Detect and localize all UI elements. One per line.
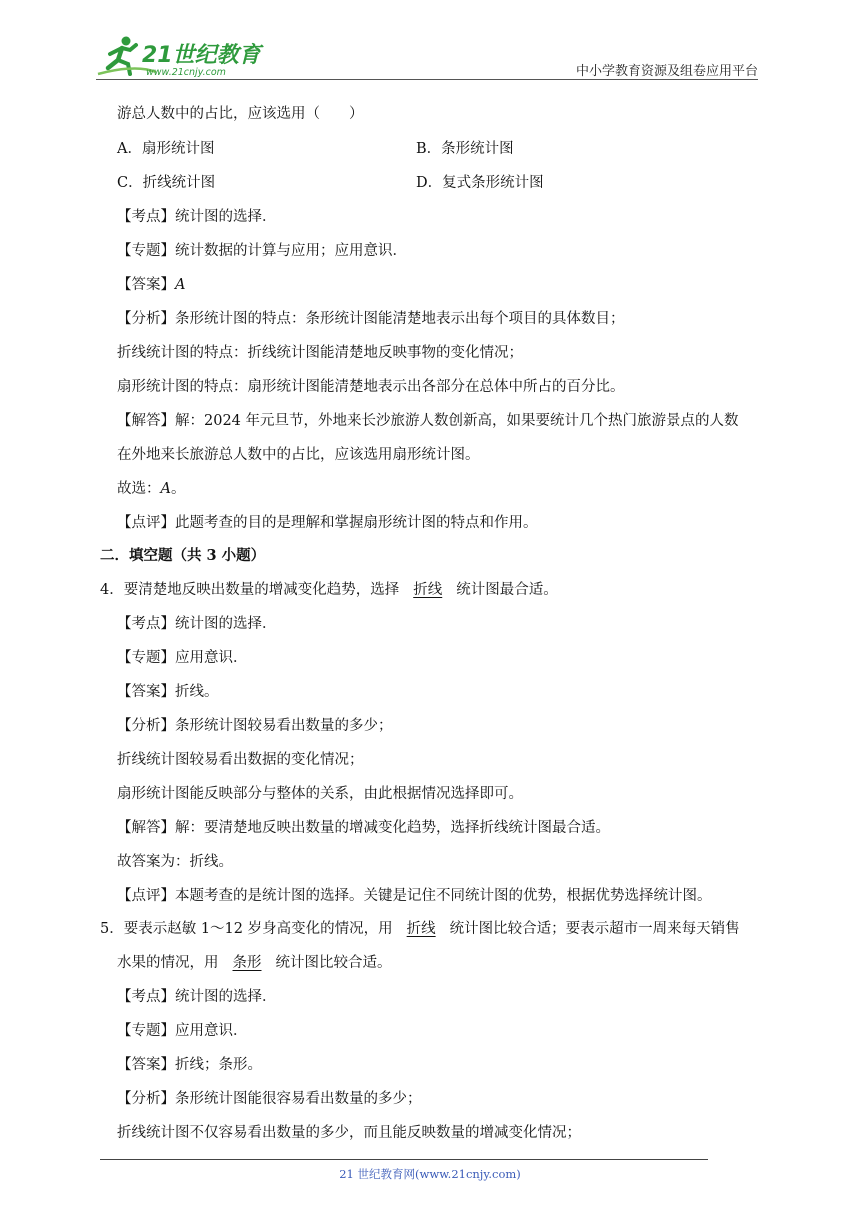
q3-answer-label: 【答案】 (117, 277, 175, 293)
q5-answer: 【答案】折线；条形。 (117, 1057, 262, 1073)
q5-zhuanti: 【专题】应用意识． (117, 1023, 248, 1039)
q5-stem1-pre: 5．要表示赵敏 1～12 岁身高变化的情况，用 (100, 921, 393, 937)
q4-blank-answer: 折线 (413, 582, 443, 598)
q3-option-b: B．条形统计图 (416, 141, 514, 157)
q3-zhuanti: 【专题】统计数据的计算与应用；应用意识． (117, 243, 407, 259)
q3-answer (117, 275, 185, 295)
q4-stem (100, 580, 558, 600)
q4-analysis-3: 扇形统计图能反映部分与整体的关系，由此根据情况选择即可。 (117, 786, 523, 802)
q3-stem-tail: 游总人数中的占比，应该选用（ ） (117, 106, 364, 122)
q5-kaodian: 【考点】统计图的选择． (117, 989, 277, 1005)
q3-choice (117, 479, 185, 499)
q4-final-answer: 故答案为：折线。 (117, 854, 233, 870)
q4-analysis-1: 【分析】条形统计图较易看出数量的多少； (117, 718, 393, 734)
q5-stem2-pre: 水果的情况，用 (117, 955, 219, 971)
q4-analysis-2: 折线统计图较易看出数据的变化情况； (117, 752, 364, 768)
q3-analysis-3: 扇形统计图的特点：扇形统计图能清楚地表示出各部分在总体中所占的百分比。 (117, 379, 625, 395)
q3-choice-label: 故选： (117, 481, 161, 497)
q4-zhuanti: 【专题】应用意识． (117, 650, 248, 666)
q5-blank-answer-2: 条形 (232, 955, 262, 971)
q3-choice-value: A (160, 481, 171, 497)
logo-text: 21世纪教育 (142, 43, 261, 68)
platform-name: 中小学教育资源及组卷应用平台 (575, 64, 758, 79)
q5-stem-1 (100, 919, 740, 939)
q3-choice-end: 。 (170, 481, 186, 497)
q5-analysis-2: 折线统计图不仅容易看出数量的多少，而且能反映数量的增减变化情况； (117, 1125, 581, 1141)
q3-comment: 【点评】此题考查的目的是理解和掌握扇形统计图的特点和作用。 (117, 515, 538, 531)
q3-option-a: A．扇形统计图 (117, 141, 215, 157)
q5-blank-answer-1: 折线 (406, 921, 436, 937)
site-logo[interactable] (96, 34, 266, 78)
q3-option-c: C．折线统计图 (117, 175, 216, 191)
page-header (96, 30, 758, 80)
logo-url-text: www.21cnjy.com (146, 67, 226, 78)
section-title: 二．填空题（共 3 小题） (100, 547, 266, 564)
q5-stem2-post: 统计图比较合适。 (275, 955, 392, 971)
q3-analysis-2: 折线统计图的特点：折线统计图能清楚地反映事物的变化情况； (117, 345, 523, 361)
q3-solution-1: 【解答】解：2024 年元旦节，外地来长沙旅游人数创新高，如果要统计几个热门旅游景点的人数 (117, 413, 739, 429)
q3-option-d: D．复式条形统计图 (416, 175, 544, 191)
header-divider (96, 79, 758, 80)
q3-kaodian: 【考点】统计图的选择． (117, 209, 277, 225)
runner-logo-icon (96, 34, 266, 78)
q5-stem1-post: 统计图比较合适；要表示超市一周来每天销售 (449, 921, 740, 937)
footer-divider (100, 1159, 708, 1160)
q5-stem-2 (117, 953, 392, 973)
q5-analysis-1: 【分析】条形统计图能很容易看出数量的多少； (117, 1091, 422, 1107)
q4-answer: 【答案】折线。 (117, 684, 219, 700)
q3-solution-2: 在外地来长旅游总人数中的占比，应该选用扇形统计图。 (117, 447, 480, 463)
q4-kaodian: 【考点】统计图的选择． (117, 616, 277, 632)
q4-stem-post: 统计图最合适。 (456, 582, 558, 598)
q3-answer-value: A (175, 277, 186, 293)
q4-stem-pre: 4．要清楚地反映出数量的增减变化趋势，选择 (100, 582, 400, 598)
q3-analysis-1: 【分析】条形统计图的特点：条形统计图能清楚地表示出每个项目的具体数目； (117, 311, 625, 327)
q4-comment: 【点评】本题考查的是统计图的选择。关键是记住不同统计图的优势，根据优势选择统计图。 (117, 888, 712, 904)
footer-link[interactable]: 21 世纪教育网(www.21cnjy.com) (339, 1167, 521, 1181)
q4-solution: 【解答】解：要清楚地反映出数量的增减变化趋势，选择折线统计图最合适。 (117, 820, 610, 836)
